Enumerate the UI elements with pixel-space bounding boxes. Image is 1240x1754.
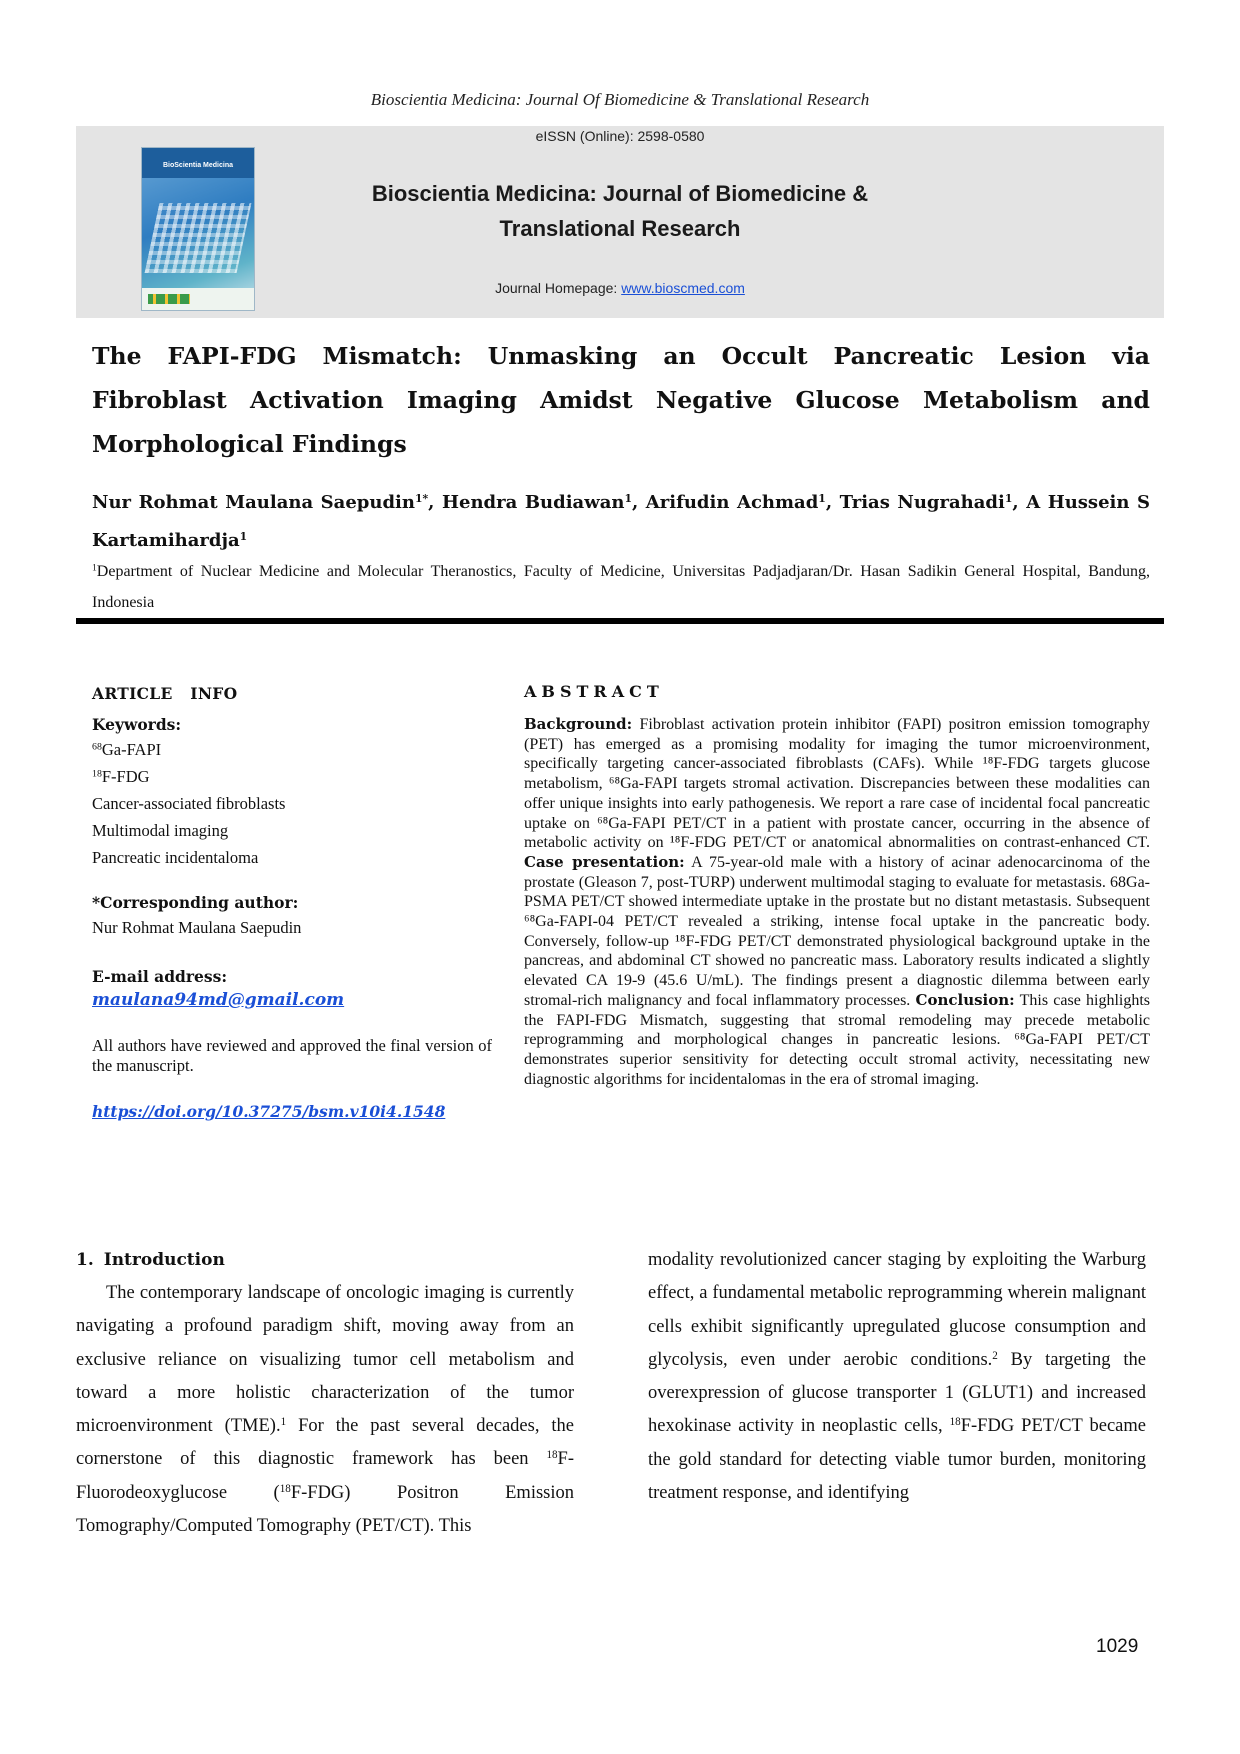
article-info-heading: ARTICLE INFO [92,684,238,703]
keyword: $^{18}$F-FDG [92,767,150,786]
homepage-link[interactable]: www.bioscmed.com [621,280,745,296]
keyword: Multimodal imaging [92,821,229,840]
email-link[interactable]: maulana94md@gmail.com [92,990,345,1010]
article-info [92,684,492,1121]
author-list: Nur Rohmat Maulana Saepudin$^{1*}$, Hendra Budiawan$^1$, Arifudin Achmad$^1$, Trias Nugrahadi$^1$, A Hussein S Kartamihardja$^1$ [92,492,1150,551]
keyword: Pancreatic incidentaloma [92,848,259,867]
corresponding-author-name: Nur Rohmat Maulana Saepudin [92,918,302,937]
journal-title: Bioscientia Medicina: Journal of Biomedicine & Translational Research [371,181,869,241]
journal-homepage: Journal Homepage: www.bioscmed.com [495,280,745,296]
paper-title: The FAPI-FDG Mismatch: Unmasking an Occult Pancreatic Lesion via Fibroblast Activation Imaging Amidst Negative Glucose Metabolism and Morphological Findings [92,342,1150,458]
author: Arifudin Achmad$^1$ [645,492,826,513]
header-divider [76,618,1164,624]
author: Nur Rohmat Maulana Saepudin$^{1*}$ [92,492,429,513]
doi-link[interactable]: https://doi.org/10.37275/bsm.v10i4.1548 [92,1102,446,1121]
abstract [524,682,1150,1089]
cover-title: BioScientia Medicina [162,162,234,169]
abstract-text: Background: Fibroblast activation protein inhibitor (FAPI) positron emission tomography (PET) has emerged as a promising modality for imaging the tumor microenvironment, specifically targeting cancer-associated fibroblasts (CAFs). While ¹⁸F-FDG targets glucose metabolism, ⁶⁸Ga-FAPI targets stromal activation. Discrepancies between these modalities can offer unique insights into early pathogenesis. We report a rare case of incidental focal pancreatic uptake on ⁶⁸Ga-FAPI PET/CT in a patient with prostate cancer, occurring in the absence of metabolic activity on ¹⁸F-FDG PET/CT or anatomical abnormalities on contrast-enhanced CT. Case presentation: A 75-year-old male with a history of acinar adenocarcinoma of the prostate (Gleason 7, post-TURP) underwent multimodal staging to evaluate for metastasis. 68Ga-PSMA PET/CT showed intermediate uptake in the prostate but no distant metastasis. Subsequent ⁶⁸Ga-FAPI-04 PET/CT revealed a striking, intense focal uptake in the pancreatic body. Conversely, follow-up ¹⁸F-FDG PET/CT demonstrated physiological background uptake in the pancreas, and abdominal CT showed no pancreatic mass. Laboratory results indicated a slightly elevated CA 19-9 (45.6 U/mL). The findings present a diagnostic dilemma between early stromal-rich malignancy and focal inflammatory processes. Conclusion: This case highlights the FAPI-FDG Mismatch, suggesting that stromal remodeling may precede metabolic reprogramming and morphological changes in pancreatic lesions. ⁶⁸Ga-FAPI PET/CT demonstrates superior sensitivity for detecting occult stromal activity, necessitating new diagnostic algorithms for incidentalomas in the era of stromal imaging. [524,715,1151,1088]
affiliation: $^1$Department of Nuclear Medicine and Molecular Theranostics, Faculty of Medicine, Universitas Padjadjaran/Dr. Hasan Sadikin General Hospital, Bandung, Indonesia [92,562,1150,611]
approval-note: All authors have reviewed and approved the final version of the manuscript. [92,1036,492,1075]
page-number: 1029 [1096,1636,1139,1657]
section-heading: 1. Introduction [76,1250,225,1270]
running-head: Bioscientia Medicina: Journal Of Biomedicine & Translational Research [370,90,870,109]
author: Hendra Budiawan$^1$ [441,492,632,513]
author: Trias Nugrahadi$^1$ [839,492,1013,513]
issn: eISSN (Online): 2598-0580 [535,128,705,144]
email-label: E-mail address: [92,967,228,986]
body-paragraph: The contemporary landscape of oncologic imaging is currently navigating a profound paradigm shift, moving away from an exclusive reliance on visualizing tumor cell metabolism and toward a more holistic characterization of the tumor microenvironment (TME).$^1$ For the past several decades, the cornerstone of this diagnostic framework has been $^{18}$F-Fluorodeoxyglucose ($^{18}$F-FDG) Positron Emission Tomography/Computed Tomography (PET/CT). This [76,1283,574,1537]
corresponding-author-label: *Corresponding author: [92,893,299,912]
body-column-left [76,1244,574,1543]
body-column-right [648,1244,1146,1510]
abstract-heading: ABSTRACT [524,682,664,701]
keywords-label: Keywords: [92,715,182,734]
author: A Hussein S Kartamihardja$^1$ [92,492,1150,551]
keyword: Cancer-associated fibroblasts [92,794,286,813]
journal-banner [76,126,1164,318]
body-paragraph: modality revolutionized cancer staging by exploiting the Warburg effect, a fundamental metabolic reprogramming wherein malignant cells exhibit significantly upregulated glucose consumption and glycolysis, even under aerobic conditions.$^2$ By targeting the overexpression of glucose transporter 1 (GLUT1) and increased hexokinase activity in neoplastic cells, $^{18}$F-FDG PET/CT became the gold standard for detecting viable tumor burden, monitoring treatment response, and identifying [648,1250,1147,1504]
keyword: $^{68}$Ga-FAPI [92,740,162,759]
keyword-list [92,736,492,871]
